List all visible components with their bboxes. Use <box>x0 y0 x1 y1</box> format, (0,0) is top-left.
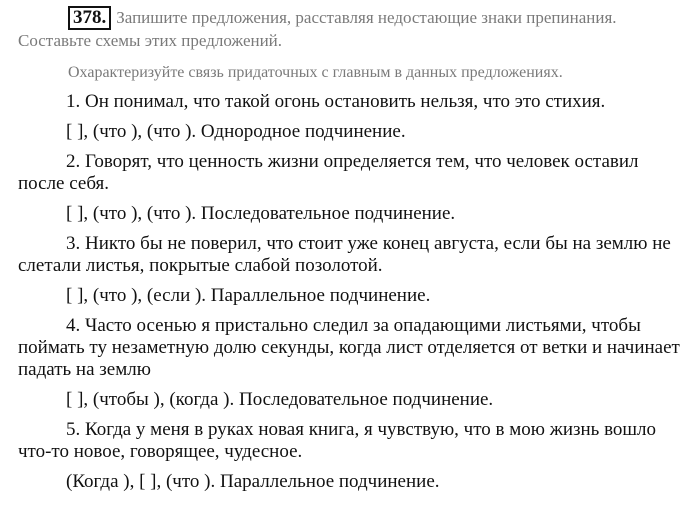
task-subinstruction: Охарактеризуйте связь придаточных с главным в данных предложениях. <box>68 64 563 81</box>
task-instruction: Запишите предложения, расставляя недостающие знаки препинания. Составьте схемы этих предложений. <box>18 8 617 50</box>
scheme-5: (Когда ), [ ], (что ). Параллельное подчинение. <box>66 471 440 492</box>
task-header <box>18 6 686 52</box>
scheme-3: [ ], (что ), (если ). Параллельное подчинение. <box>66 285 431 306</box>
scheme-2: [ ], (что ), (что ). Последовательное подчинение. <box>66 203 456 224</box>
sentence-1: 1. Он понимал, что такой огонь остановить нельзя, что это стихия. <box>66 91 606 112</box>
exercise-items <box>18 91 686 493</box>
task-number: 378. <box>68 6 111 30</box>
sentence-4: 4. Часто осенью я пристально следил за опадающими листьями, чтобы поймать ту незаметную долю секунды, когда лист отделяется от ветки и начинает падать на землю <box>18 315 680 380</box>
scheme-4: [ ], (чтобы ), (когда ). Последовательное подчинение. <box>66 389 494 410</box>
sentence-3: 3. Никто бы не поверил, что стоит уже конец августа, если бы на землю не слетали листья, покрытые слабой позолотой. <box>18 233 671 276</box>
sentence-5: 5. Когда у меня в руках новая книга, я чувствую, что в мою жизнь вошло что-то новое, говорящее, чудесное. <box>18 419 657 462</box>
scheme-1: [ ], (что ), (что ). Однородное подчинение. <box>66 121 406 142</box>
sentence-2: 2. Говорят, что ценность жизни определяется тем, что человек оставил после себя. <box>18 151 639 194</box>
